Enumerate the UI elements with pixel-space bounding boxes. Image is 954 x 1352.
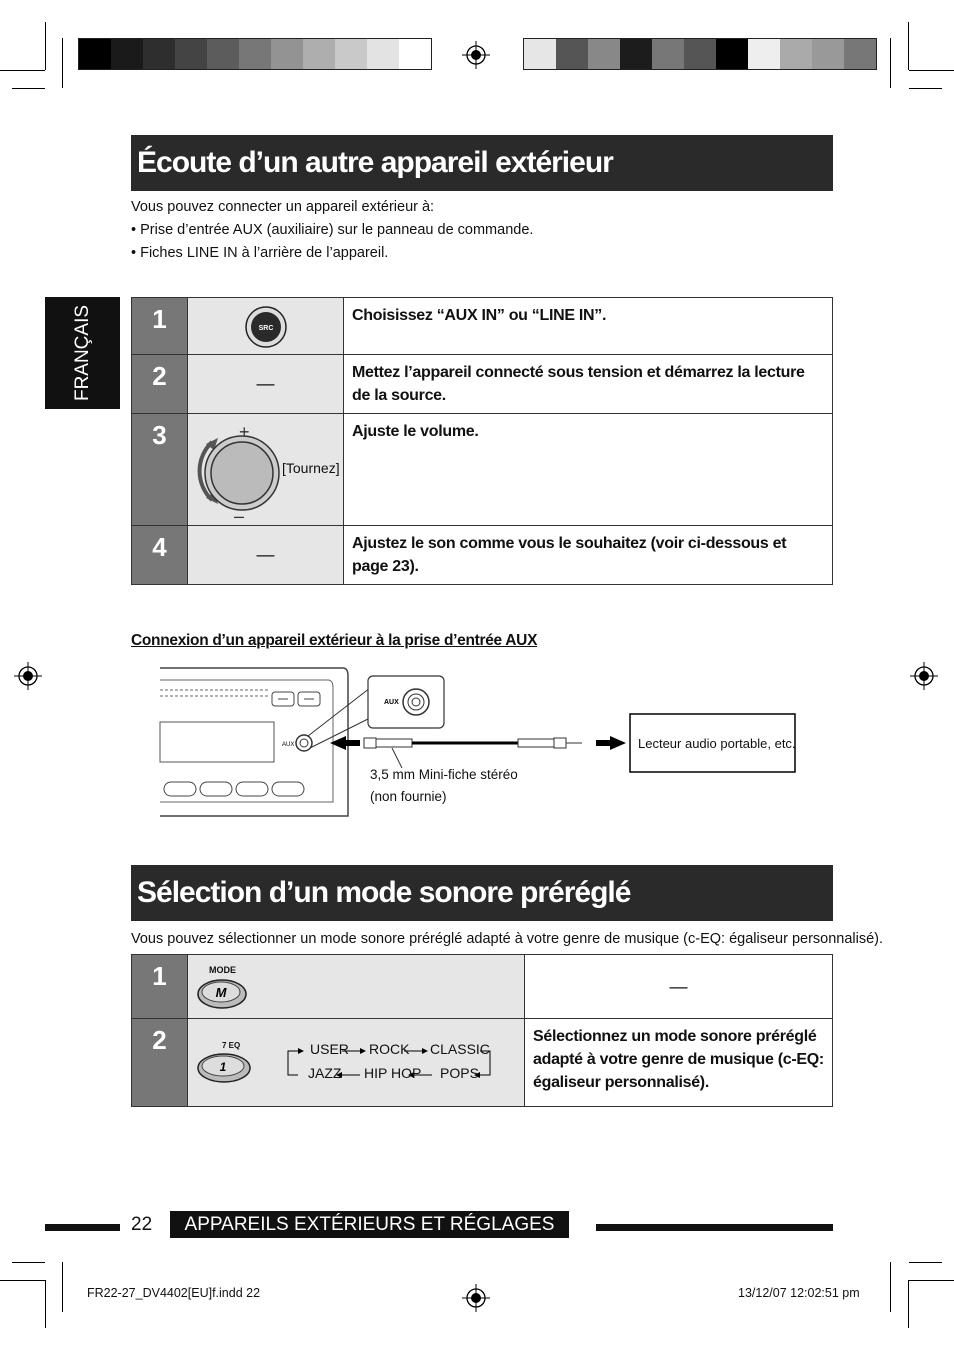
crop-mark [45,22,46,70]
registration-mark-icon [14,662,42,690]
svg-text:AUX: AUX [282,742,295,748]
volume-knob-icon [192,418,284,524]
section-title-sound-mode: Sélection d’un mode sonore préréglé [131,865,833,921]
aux-connection-subheading: Connexion d’un appareil extérieur à la prise d’entrée AUX [131,632,538,649]
color-bar-right [523,38,877,70]
eq-mode-jazz: JAZZ [308,1065,342,1081]
dash-placeholder: — [256,373,275,394]
step-illustration [188,955,525,1019]
intro-bullet: • Prise d’entrée AUX (auxiliaire) sur le panneau de commande. [131,222,534,238]
step-row [132,1019,833,1107]
step-illustration [188,414,344,526]
date-slug: 13/12/07 12:02:51 pm [738,1286,860,1300]
mode-label: MODE [209,965,236,975]
section-title-external-device: Écoute d’un autre appareil extérieur [131,135,833,191]
eq-button-icon [196,1051,252,1085]
intro-text: Vous pouvez connecter un appareil extérieur à: [131,199,435,215]
intro-bullet: • Fiches LINE IN à l’arrière de l’appareil. [131,245,389,261]
eq-mode-hiphop: HIP HOP [364,1065,422,1081]
step-illustration [188,298,344,355]
step-row [132,526,833,585]
footer-section-label: APPAREILS EXTÉRIEURS ET RÉGLAGES [170,1211,569,1238]
step-text-cell [525,955,833,1019]
step-number: 2 [132,1019,188,1107]
color-bar-left [78,38,432,70]
steps-table-sound-mode [131,954,833,1107]
step-number: 4 [132,526,188,585]
crop-mark [909,70,954,71]
plug-label [370,764,518,808]
step-row [132,414,833,526]
step-illustration [188,1019,525,1107]
file-slug: FR22-27_DV4402[EU]f.indd 22 [87,1286,261,1300]
crop-mark [45,1280,46,1328]
crop-mark [0,70,45,71]
step-illustration [188,355,344,414]
step-illustration [188,526,344,585]
step-text: Choisissez “AUX IN” ou “LINE IN”. [344,298,833,355]
registration-mark-icon [910,662,938,690]
svg-text:AUX: AUX [384,699,399,706]
page-number: 22 [131,1214,153,1235]
src-button-icon [245,306,287,348]
plug-label-line: (non fournie) [370,789,447,804]
eq-mode-pops: POPS [440,1065,479,1081]
section-intro [131,196,533,265]
footer-rule [596,1224,833,1231]
step-row [132,955,833,1019]
player-label: Lecteur audio portable, etc. [638,736,796,751]
dash-placeholder: — [669,976,688,996]
step-row [132,298,833,355]
svg-text:+: + [239,422,250,442]
step-number: 1 [132,298,188,355]
svg-text:1: 1 [219,1060,227,1074]
step-row [132,355,833,414]
svg-text:–: – [234,506,245,524]
crop-mark [62,38,63,88]
crop-mark [890,38,891,88]
crop-mark [908,1280,909,1328]
svg-text:SRC: SRC [258,325,274,332]
dash-placeholder: — [256,544,275,565]
registration-mark-icon [462,41,490,69]
footer-rule [45,1224,120,1231]
eq-mode-user: USER [310,1041,349,1057]
step-number: 1 [132,955,188,1019]
crop-mark [890,1262,891,1312]
step-text: Ajuste le volume. [344,414,833,526]
crop-mark [909,1280,954,1281]
eq-mode-classic: CLASSIC [430,1041,490,1057]
intro-text: Vous pouvez sélectionner un mode sonore préréglé adapté à votre genre de musique (c-EQ: égaliseur personnalisé). [131,931,884,947]
language-tab-label: FRANÇAIS [71,304,93,402]
crop-mark [909,88,942,89]
step-number: 2 [132,355,188,414]
language-tab [45,297,120,409]
crop-mark [12,1262,45,1263]
svg-text:M: M [215,985,227,1000]
steps-table-aux [131,297,833,585]
crop-mark [909,1262,942,1263]
section-intro [131,928,883,951]
crop-mark [908,22,909,70]
plug-label-line: 3,5 mm Mini-fiche stéréo [370,767,518,782]
crop-mark [12,88,45,89]
step-text: Sélectionnez un mode sonore préréglé adapté à votre genre de musique (c-EQ: égaliseur personnalisé). [525,1019,833,1107]
turn-label: [Tournez] [282,460,340,476]
step-text: Ajustez le son comme vous le souhaitez (voir ci-dessous et page 23). [344,526,833,585]
crop-mark [0,1280,45,1281]
eq-mode-rock: ROCK [369,1041,410,1057]
mode-button-icon [196,977,248,1011]
step-text: Mettez l’appareil connecté sous tension et démarrez la lecture de la source. [344,355,833,414]
step-number: 3 [132,414,188,526]
crop-mark [62,1262,63,1312]
registration-mark-icon [462,1284,490,1312]
eq-label: 7 EQ [222,1041,241,1050]
